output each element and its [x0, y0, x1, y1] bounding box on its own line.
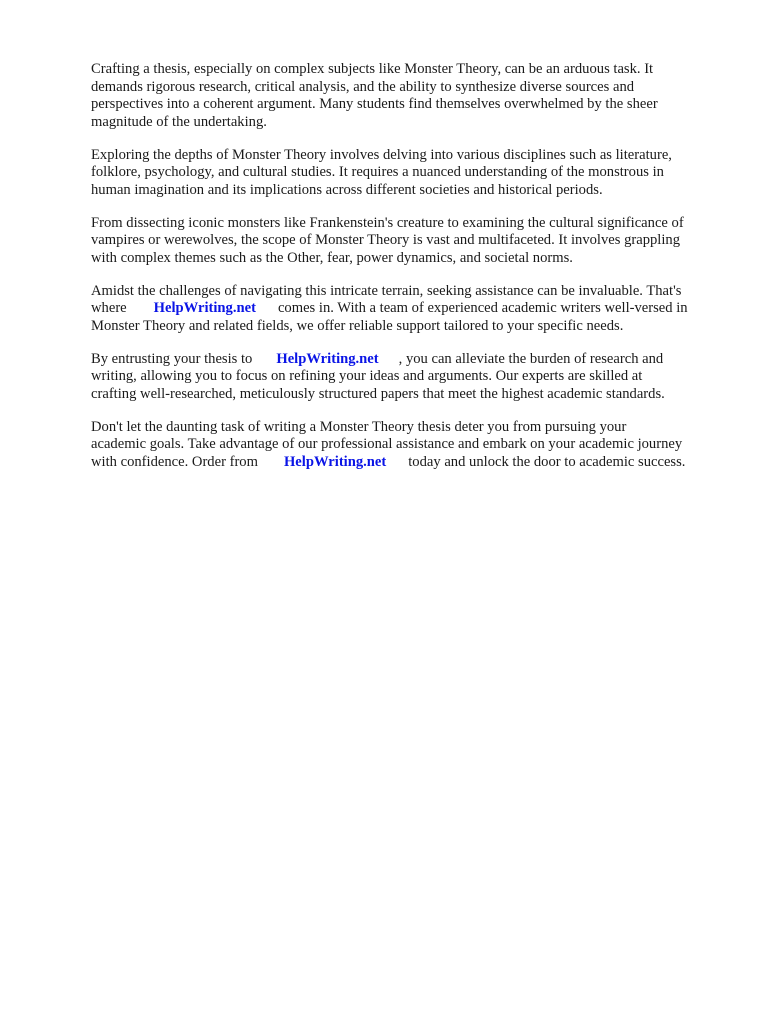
text-line: perspectives into a coherent argument. Many students find themselves overwhelmed by the sheer	[91, 96, 658, 112]
text-line: Monster Theory and related fields, we offer reliable support tailored to your specific needs.	[91, 317, 624, 334]
text-fragment: today and unlock the door to academic success.	[408, 453, 686, 470]
text-line: folklore, psychology, and cultural studies. It requires a nuanced understanding of the monstrous in	[91, 164, 664, 180]
helpwriting-link[interactable]: HelpWriting.net	[153, 300, 256, 316]
text-line: From dissecting iconic monsters like Frankenstein's creature to examining the cultural significance of	[91, 214, 684, 231]
text-fragment: By entrusting your thesis to	[91, 350, 253, 367]
text-line: Don't let the daunting task of writing a Monster Theory thesis deter you from pursuing your	[91, 418, 627, 435]
text-line: with complex themes such as the Other, fear, power dynamics, and societal norms.	[91, 249, 573, 266]
paragraph-dissecting	[91, 215, 731, 268]
paragraph-assistance	[91, 283, 731, 336]
text-line: Crafting a thesis, especially on complex subjects like Monster Theory, can be an arduous task. It	[91, 61, 654, 77]
text-fragment: , you can alleviate the burden of research and	[398, 350, 664, 367]
text-line: writing, allowing you to focus on refining your ideas and arguments. Our experts are skilled at	[91, 368, 643, 384]
paragraph-entrusting	[91, 351, 731, 404]
text-line	[91, 300, 731, 318]
paragraph-exploring	[91, 147, 731, 200]
paragraph-conclusion	[91, 419, 731, 472]
text-fragment: where	[91, 300, 127, 316]
text-line	[91, 454, 731, 472]
text-line: academic goals. Take advantage of our professional assistance and embark on your academic journey	[91, 436, 683, 452]
text-fragment: comes in. With a team of experienced academic writers well-versed in	[277, 300, 688, 316]
document-page	[91, 61, 731, 487]
text-line: crafting well-researched, meticulously structured papers that meet the highest academic standards.	[91, 385, 665, 402]
text-line: Amidst the challenges of navigating this intricate terrain, seeking assistance can be invaluable. That's	[91, 282, 682, 299]
paragraph-intro	[91, 61, 731, 131]
text-line: demands rigorous research, critical analysis, and the ability to synthesize diverse sources and	[91, 78, 635, 95]
text-line: magnitude of the undertaking.	[91, 113, 267, 130]
text-fragment: with confidence. Order from	[91, 453, 258, 470]
text-line: vampires or werewolves, the scope of Monster Theory is vast and multifaceted. It involves grappling	[91, 232, 681, 248]
text-line: Exploring the depths of Monster Theory involves delving into various disciplines such as literature,	[91, 146, 672, 163]
helpwriting-link[interactable]: HelpWriting.net	[276, 350, 379, 367]
helpwriting-link[interactable]: HelpWriting.net	[283, 453, 387, 470]
text-line	[91, 351, 731, 369]
text-line: human imagination and its implications across different societies and historical periods.	[91, 181, 603, 198]
